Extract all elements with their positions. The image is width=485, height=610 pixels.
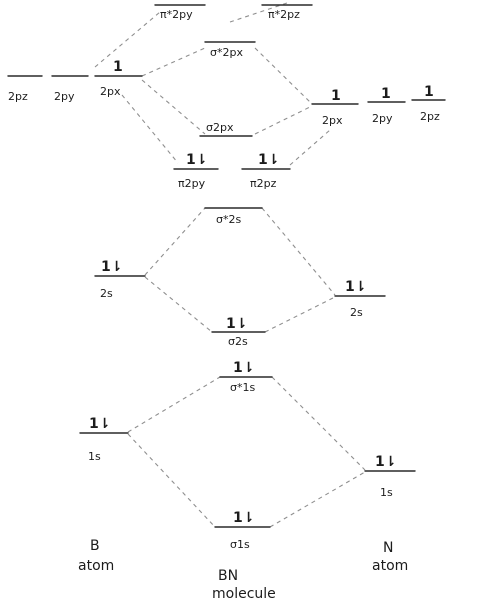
n-2py-electrons: 1 [381, 86, 391, 102]
bn-molecule-symbol: BN [218, 568, 239, 584]
connector-b2s-sigma-star-2s [145, 208, 205, 275]
sigma-2s-label: σ2s [228, 335, 248, 348]
n-2px-label: 2px [322, 114, 343, 127]
n-1s-label: 1s [380, 486, 393, 499]
connector-b1s-sigma-star-1s [128, 377, 220, 432]
b-atom-caption [78, 538, 114, 574]
sigma-star-2s-orbital [205, 208, 262, 226]
connector-b2p-pi-2py [122, 95, 178, 163]
pi-star-2pz-label: π*2pz [268, 8, 300, 21]
pi-star-2py-label: π*2py [160, 8, 193, 21]
b-2px-electrons: 1 [113, 59, 123, 75]
sigma-2s-orbital [212, 316, 265, 348]
sigma-star-2px-orbital [205, 42, 255, 59]
n-1s-orbital [365, 454, 415, 499]
sigma-star-1s-electrons: 1⇂ [233, 360, 255, 376]
pi-2py-electrons: 1⇂ [186, 152, 208, 168]
b-atom-symbol: B [90, 538, 100, 554]
sigma-1s-label: σ1s [230, 538, 250, 551]
b-1s-orbital [80, 416, 128, 463]
connector-b2p-pi-star-2py [95, 12, 160, 67]
connector-lines [95, 2, 365, 527]
b-2py-orbital [52, 76, 88, 103]
b-2s-electrons: 1⇂ [101, 259, 123, 275]
connector-b2p-sigma-2px [142, 80, 205, 134]
pi-2pz-electrons: 1⇂ [258, 152, 280, 168]
pi-2pz-orbital [242, 152, 290, 190]
sigma-star-2px-label: σ*2px [210, 46, 243, 59]
n-atom-label: atom [372, 558, 409, 574]
n-atom-symbol: N [383, 540, 394, 556]
n-1s-electrons: 1⇂ [375, 454, 397, 470]
connector-b2s-sigma-2s [145, 277, 212, 332]
n-2pz-orbital [412, 84, 445, 123]
sigma-1s-electrons: 1⇂ [233, 510, 255, 526]
connector-sigma-1s-n1s [270, 472, 365, 527]
n-2py-label: 2py [372, 112, 393, 125]
n-2s-electrons: 1⇂ [345, 279, 367, 295]
b-2px-label: 2px [100, 85, 121, 98]
connector-sigma-2s-n2s [265, 297, 335, 332]
sigma-star-1s-orbital [220, 360, 272, 394]
sigma-2s-electrons: 1⇂ [226, 316, 248, 332]
b-1s-electrons: 1⇂ [89, 416, 111, 432]
pi-2py-label: π2py [178, 177, 206, 190]
sigma-2px-label: σ2px [206, 121, 234, 134]
b-2px-orbital [95, 59, 142, 98]
connector-sigma-star-2s-n2s [262, 208, 335, 295]
pi-2py-orbital [174, 152, 218, 190]
pi-star-2py-orbital [155, 5, 205, 21]
connector-sigma-star-2px-n2p [255, 48, 310, 102]
sigma-star-1s-label: σ*1s [230, 381, 256, 394]
connector-b2p-sigma-star-2px [142, 48, 205, 76]
sigma-star-2s-label: σ*2s [216, 213, 242, 226]
n-2px-orbital [312, 88, 358, 127]
n-2s-orbital [335, 279, 385, 319]
b-2s-orbital [95, 259, 145, 300]
n-2py-orbital [368, 86, 405, 125]
b-2pz-label: 2pz [8, 90, 28, 103]
sigma-2px-orbital [200, 121, 252, 136]
n-atom-caption [372, 540, 408, 574]
n-2pz-label: 2pz [420, 110, 440, 123]
bn-molecule-caption [212, 568, 276, 602]
b-1s-label: 1s [88, 450, 101, 463]
n-2pz-electrons: 1 [424, 84, 434, 100]
b-2pz-orbital [8, 76, 42, 103]
connector-sigma-star-1s-n1s [272, 377, 365, 470]
n-2px-electrons: 1 [331, 88, 341, 104]
n-2s-label: 2s [350, 306, 363, 319]
connector-pi-2pz-n2p [290, 130, 330, 165]
bn-molecule-label: molecule [212, 586, 276, 602]
connector-b1s-sigma-1s [128, 434, 215, 527]
b-2py-label: 2py [54, 90, 75, 103]
b-atom-label: atom [78, 558, 115, 574]
pi-star-2pz-orbital [262, 5, 312, 21]
sigma-1s-orbital [215, 510, 270, 551]
b-2s-label: 2s [100, 287, 113, 300]
pi-2pz-label: π2pz [250, 177, 277, 190]
connector-sigma-2px-n2p [255, 106, 312, 134]
